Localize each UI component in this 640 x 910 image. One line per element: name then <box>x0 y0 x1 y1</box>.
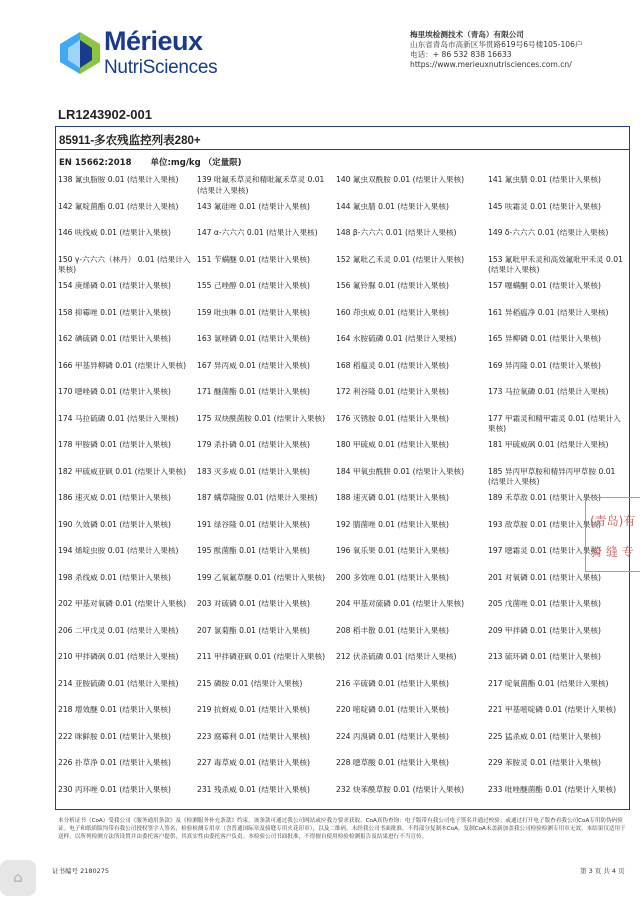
pesticide-item: 148 β-六六六 0.01 (结果计入果核) <box>336 228 457 237</box>
pesticide-item: 214 亚胺硫磷 0.01 (结果计入果核) <box>58 678 179 688</box>
pesticide-item: 219 抗蚜威 0.01 (结果计入果核) <box>197 705 310 714</box>
pesticide-item: 175 双炔酰菌胺 0.01 (结果计入果核) <box>197 413 326 423</box>
pesticide-item: 139 吡氟禾草灵和精吡氟禾草灵 0.01 (结果计入果核) <box>197 175 325 195</box>
pesticide-item: 194 烯啶虫胺 0.01 (结果计入果核) <box>58 546 179 555</box>
pesticide-item: 206 二甲戊灵 0.01 (结果计入果核) <box>58 625 179 635</box>
pesticide-item: 165 异柳磷 0.01 (结果计入果核) <box>488 334 601 343</box>
pesticide-item: 205 戊菌唑 0.01 (结果计入果核) <box>488 599 601 608</box>
pesticide-item: 208 稻丰散 0.01 (结果计入果核) <box>336 625 449 635</box>
pesticide-item: 170 噁唑磷 0.01 (结果计入果核) <box>58 387 171 396</box>
pesticide-item: 222 咪鲜胺 0.01 (结果计入果核) <box>58 731 171 741</box>
pesticide-item: 197 噁霜灵 0.01 (结果计入果核) <box>488 546 601 555</box>
pesticide-item: 216 辛硫磷 0.01 (结果计入果核) <box>336 678 449 688</box>
pesticide-item: 161 异稻瘟净 0.01 (结果计入果核) <box>488 307 609 317</box>
pesticide-item: 209 甲拌磷 0.01 (结果计入果核) <box>488 625 601 635</box>
pesticide-item: 146 呋线威 0.01 (结果计入果核) <box>58 228 171 237</box>
pesticide-item: 218 增效醚 0.01 (结果计入果核) <box>58 705 171 714</box>
pesticide-item: 187 螨草隆胺 0.01 (结果计入果核) <box>197 493 318 502</box>
pesticide-item: 227 毒草威 0.01 (结果计入果核) <box>197 758 310 767</box>
company-info <box>410 30 638 70</box>
pesticide-item: 217 啶氧菌酯 0.01 (结果计入果核) <box>488 678 609 688</box>
pesticide-item: 178 甲胺磷 0.01 (结果计入果核) <box>58 440 171 449</box>
pesticide-item: 152 氟吡乙禾灵 0.01 (结果计入果核) <box>336 254 465 264</box>
home-button[interactable]: ⌂ <box>0 860 36 896</box>
pesticide-item: 228 噁草酸 0.01 (结果计入果核) <box>336 758 449 767</box>
pesticide-item: 185 异丙甲草胺和精异丙甲草胺 0.01 (结果计入果核) <box>488 466 616 486</box>
pesticide-item: 156 氟铃脲 0.01 (结果计入果核) <box>336 281 449 290</box>
pesticide-item: 207 氯菊酯 0.01 (结果计入果核) <box>197 625 310 635</box>
company-logo <box>58 24 228 84</box>
method-line <box>59 156 242 168</box>
pesticide-item: 212 伏杀硫磷 0.01 (结果计入果核) <box>336 652 457 661</box>
seal-stamp-text-1: (青岛)有 <box>590 514 636 528</box>
pesticide-item: 223 腐霉利 0.01 (结果计入果核) <box>197 731 310 741</box>
pesticide-item: 198 杀线威 0.01 (结果计入果核) <box>58 572 171 582</box>
pesticide-item: 186 速灭威 0.01 (结果计入果核) <box>58 493 171 502</box>
pesticide-item: 189 禾草敌 0.01 (结果计入果核) <box>488 493 601 502</box>
pesticide-item: 211 甲拌磷亚砜 0.01 (结果计入果核) <box>197 652 326 661</box>
pesticide-item: 171 醚菌酯 0.01 (结果计入果核) <box>197 387 310 396</box>
pesticide-item: 184 甲氧虫酰肼 0.01 (结果计入果核) <box>336 466 465 476</box>
pesticide-item: 220 嘧啶磷 0.01 (结果计入果核) <box>336 705 449 714</box>
pesticide-item: 159 吡虫啉 0.01 (结果计入果核) <box>197 307 310 317</box>
pesticide-item: 167 异丙威 0.01 (结果计入果核) <box>197 360 310 370</box>
results-frame <box>55 126 630 810</box>
pesticide-item: 172 利谷隆 0.01 (结果计入果核) <box>336 387 449 396</box>
pesticide-item: 177 甲霜灵和精甲霜灵 0.01 (结果计入果核) <box>488 413 621 433</box>
pesticide-item: 204 甲基对硫磷 0.01 (结果计入果核) <box>336 599 465 608</box>
legal-footnote: 本分析证书（CoA）受我公司《服务通用条款》及《检测服务补充条款》约束，该条款可通过我公司网站或应我方要求获取。CoA真伪查询：电子版带有我公司电子签名并通过校验；或通过打开电子版查看我公司CoA专用防伪码验证。电子和纸质版均带有我公司授权签字人签名，检验检测专用章（含普通国际章及骑缝专用火花印章），以及二维码。未经我公司书面批准，不得部分复制本CoA。复制CoA未盖新加盖我公司检验检测专用章无效。本结果仅适用于送样。以所列检测方法所设置并由委托客户提供，其真实性由委托客户负责。本检验公司书面批准，不得擅自使用检验检测报告及结果进行不当宣传。 <box>58 818 626 840</box>
company-name: 梅里埃检测技术（青岛）有限公司 <box>410 30 524 39</box>
pesticide-item: 155 己唑醇 0.01 (结果计入果核) <box>197 281 310 290</box>
page-indicator: 第 3 页 共 4 页 <box>580 867 625 875</box>
pesticide-item: 158 抑霉唑 0.01 (结果计入果核) <box>58 307 171 317</box>
pesticide-item: 224 丙溴磷 0.01 (结果计入果核) <box>336 731 449 741</box>
pesticide-item: 229 苯胺灵 0.01 (结果计入果核) <box>488 758 601 767</box>
pesticide-item: 191 绿谷隆 0.01 (结果计入果核) <box>197 519 310 529</box>
pesticide-item: 141 氟虫腈 0.01 (结果计入果核) <box>488 175 601 184</box>
pesticide-item: 210 甲拌磷砜 0.01 (结果计入果核) <box>58 652 179 661</box>
pesticide-item: 162 碘硫磷 0.01 (结果计入果核) <box>58 334 171 343</box>
pesticide-item: 140 氟虫双酰胺 0.01 (结果计入果核) <box>336 175 465 184</box>
pesticide-item: 157 噻螨酮 0.01 (结果计入果核) <box>488 281 601 290</box>
pesticide-item: 221 甲基嘧啶磷 0.01 (结果计入果核) <box>488 705 617 714</box>
pesticide-item: 202 甲基对氧磷 0.01 (结果计入果核) <box>58 599 187 608</box>
pesticide-item: 226 扑草净 0.01 (结果计入果核) <box>58 758 171 767</box>
company-phone: 电话：+ 86 532 838 16633 <box>410 50 512 59</box>
pesticide-item: 179 杀扑磷 0.01 (结果计入果核) <box>197 440 310 449</box>
pesticide-item: 199 乙氧氟草醚 0.01 (结果计入果核) <box>197 572 326 582</box>
pesticide-item: 153 氟吡甲禾灵和高效氟吡甲禾灵 0.01 (结果计入果核) <box>488 254 623 274</box>
pesticide-item: 150 γ-六六六（林丹） 0.01 (结果计入果核) <box>58 254 191 274</box>
pesticide-item: 168 稻瘟灵 0.01 (结果计入果核) <box>336 360 449 370</box>
unit-label: 单位:mg/kg （定量限) <box>150 158 242 168</box>
pesticide-item: 232 炔苯酰草胺 0.01 (结果计入果核) <box>336 784 465 794</box>
pesticide-item: 173 马拉氧磷 0.01 (结果计入果核) <box>488 387 609 396</box>
pesticide-item: 174 马拉硫磷 0.01 (结果计入果核) <box>58 413 179 423</box>
section-title: 85911-多农残监控列表280+ <box>59 135 201 147</box>
seal-stamp-text-2: 骑 缝 专 <box>590 545 634 559</box>
pesticide-item: 231 残杀威 0.01 (结果计入果核) <box>197 784 310 794</box>
pesticide-item: 195 酞菌酯 0.01 (结果计入果核) <box>197 546 310 555</box>
pesticide-item: 180 甲硫威 0.01 (结果计入果核) <box>336 440 449 449</box>
pesticide-item: 160 茚虫威 0.01 (结果计入果核) <box>336 307 449 317</box>
pesticide-item: 188 速灭磷 0.01 (结果计入果核) <box>336 493 449 502</box>
method-standard: EN 15662:2018 <box>59 158 132 168</box>
pesticide-item: 164 水胺硫磷 0.01 (结果计入果核) <box>336 334 457 343</box>
pesticide-item: 203 对硫磷 0.01 (结果计入果核) <box>197 599 310 608</box>
section-title-bar <box>56 127 629 150</box>
merieux-logo-icon <box>58 30 102 76</box>
pesticide-item: 149 δ-六六六 0.01 (结果计入果核) <box>488 228 609 237</box>
pesticide-item: 233 吡唑醚菌酯 0.01 (结果计入果核) <box>488 784 617 794</box>
pesticide-item: 145 呋霜灵 0.01 (结果计入果核) <box>488 201 601 211</box>
pesticide-item: 154 庚烯磷 0.01 (结果计入果核) <box>58 281 171 290</box>
logo-wordmark-2: NutriSciences <box>104 57 218 78</box>
pesticide-item: 147 α-六六六 0.01 (结果计入果核) <box>197 228 318 237</box>
pesticide-item: 213 硫环磷 0.01 (结果计入果核) <box>488 652 601 661</box>
pesticide-item: 201 对氧磷 0.01 (结果计入果核) <box>488 572 601 582</box>
pesticide-item: 138 氰虫脂胺 0.01 (结果计入果核) <box>58 175 179 184</box>
pesticide-item: 182 甲硫威亚砜 0.01 (结果计入果核) <box>58 466 187 476</box>
pesticide-item: 143 氟硅唑 0.01 (结果计入果核) <box>197 201 310 211</box>
report-number: LR1243902-001 <box>58 107 152 122</box>
pesticide-item: 181 甲硫威砜 0.01 (结果计入果核) <box>488 440 609 449</box>
pesticide-item: 193 敌草胺 0.01 (结果计入果核) <box>488 519 601 529</box>
pesticide-item: 230 丙环唑 0.01 (结果计入果核) <box>58 784 171 794</box>
pesticide-item: 166 甲基异柳磷 0.01 (结果计入果核) <box>58 360 187 370</box>
logo-wordmark-1: Mérieux <box>104 26 203 56</box>
pesticide-item: 192 腈菌唑 0.01 (结果计入果核) <box>336 519 449 529</box>
pesticide-item: 196 氧乐果 0.01 (结果计入果核) <box>336 546 449 555</box>
pesticide-item: 169 异丙隆 0.01 (结果计入果核) <box>488 360 601 370</box>
pesticide-item: 163 氯唑磷 0.01 (结果计入果核) <box>197 334 310 343</box>
page-header <box>0 0 640 100</box>
pesticide-item: 200 多效唑 0.01 (结果计入果核) <box>336 572 449 582</box>
certificate-number: 证书编号 2180275 <box>52 867 110 875</box>
pesticide-list <box>58 175 628 811</box>
pesticide-item: 190 久效磷 0.01 (结果计入果核) <box>58 519 171 529</box>
pesticide-item: 215 磷胺 0.01 (结果计入果核) <box>197 678 303 688</box>
pesticide-item: 176 灭锈胺 0.01 (结果计入果核) <box>336 413 449 423</box>
pesticide-item: 151 苄螨醚 0.01 (结果计入果核) <box>197 254 310 264</box>
company-website[interactable]: https://www.merieuxnutrisciences.com.cn/ <box>410 60 572 69</box>
company-address: 山东省青岛市高新区华贯路619号6号楼105-106户 <box>410 40 583 49</box>
pesticide-item: 225 猛杀威 0.01 (结果计入果核) <box>488 731 601 741</box>
seal-stamp <box>585 497 640 572</box>
pesticide-item: 183 灭多威 0.01 (结果计入果核) <box>197 466 310 476</box>
pesticide-item: 142 氟啶菌酯 0.01 (结果计入果核) <box>58 201 179 211</box>
pesticide-item: 144 氟虫腈 0.01 (结果计入果核) <box>336 201 449 211</box>
